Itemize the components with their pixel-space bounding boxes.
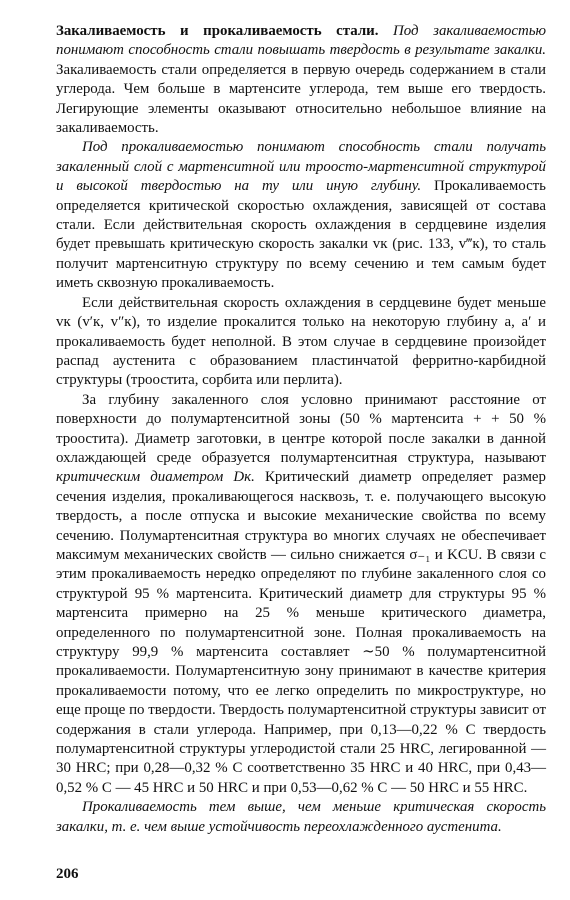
- critical-diameter-term: критическим диаметром Dк.: [56, 469, 255, 486]
- section-heading: Закаливаемость и прокаливаемость стали.: [56, 23, 379, 39]
- paragraph-critical-diameter: [56, 391, 546, 799]
- paragraph-through-hardening: [56, 138, 546, 293]
- paragraph-4-text-after: Критический диаметр определяет размер сечения изделия, прокаливающегося насквозь, т. е. получающего высокую твердость, а после отпуска и высокие механические свойства по всему сечению. Полумартенситная структура во многих случаях не обеспечивает максимум механических свойств — сильно снижается σ₋₁ и KCU. В связи с этим прокаливаемость нередко определяют по глубине закаленного слоя со структурой 95 % мартенсита. Критический диаметр для структуры 95 % мартенсита примерно на 25 % меньше критического диаметра, определенного по полумартенситной зоне. Полная прокаливаемость на структуру 99,9 % мартенсита составляет ∼50 % полумартенситной прокаливаемости. Полумартенситную зону принимают в качестве критерия прокаливаемости потому, что ее легко определить по микроструктуре, но еще проще по твердости. Твердость полумартенситной структуры зависит от содержания в стали углерода. Например, при 0,13—0,22 % C твердость полумартенситной структуры углеродистой стали 25 HRC, легированной — 30 HRC; при 0,28—0,32 % C соответственно 35 HRC и 40 HRC, при 0,43—0,52 % C — 45 HRC и 50 HRC и при 0,53—0,62 % C — 50 HRC и 55 HRC.: [56, 469, 546, 796]
- paragraph-1-text: Закаливаемость стали определяется в первую очередь содержанием в стали углерода. Чем больше в мартенсите углерода, тем выше его твердость. Легирующие элементы оказывают относительно небольшое влияние на закаливаемость.: [56, 61, 546, 137]
- conclusion-text: Прокаливаемость тем выше, чем меньше критическая скорость закалки, т. е. чем выше устойчивость переохлажденного аустенита.: [56, 799, 546, 835]
- paragraph-4-text-before: За глубину закаленного слоя условно принимают расстояние от поверхности до полумартенситной зоны (50 % мартенсита + + 50 % троостита). Диаметр заготовки, в центре которой после закалки в данной охлаждающей среде образуется полумартенситная структура, называют: [56, 391, 546, 466]
- paragraph-2-text: Прокаливаемость определяется критической скоростью охлаждения, зависящей от состава стали. Если действительная скорость охлаждения в сердцевине изделия будет превышать критическую скорость закалки vк (рис. 133, v‴к), то сталь получит мартенситную структуру по всему сечению и тем самым будет иметь сквозную прокаливаемость.: [56, 178, 546, 292]
- page-number: 206: [56, 866, 79, 882]
- paragraph-conclusion: [56, 798, 546, 837]
- book-page-text: [56, 22, 546, 837]
- through-hardening-definition: Под прокаливаемостью понимают способность стали получать закаленный слой с мартенситной или троосто-мартенситной структурой и высокой твердостью на ту или иную глубину.: [56, 139, 546, 195]
- hardenability-definition: Под закаливаемостью понимают способность стали повышать твердость в результате закалки.: [56, 23, 546, 59]
- paragraph-3-text: Если действительная скорость охлаждения в сердцевине будет меньше vк (v′к, v″к), то изделие прокалится только на некоторую глубину a, a′ и прокаливаемость будет неполной. В этом случае в сердцевине произойдет распад аустенита с образованием пластинчатой ферритно-карбидной структуры (троостита, сорбита или перлита).: [56, 294, 546, 389]
- paragraph-hardenability-definition: [56, 22, 546, 138]
- paragraph-incomplete-hardening: [56, 294, 546, 391]
